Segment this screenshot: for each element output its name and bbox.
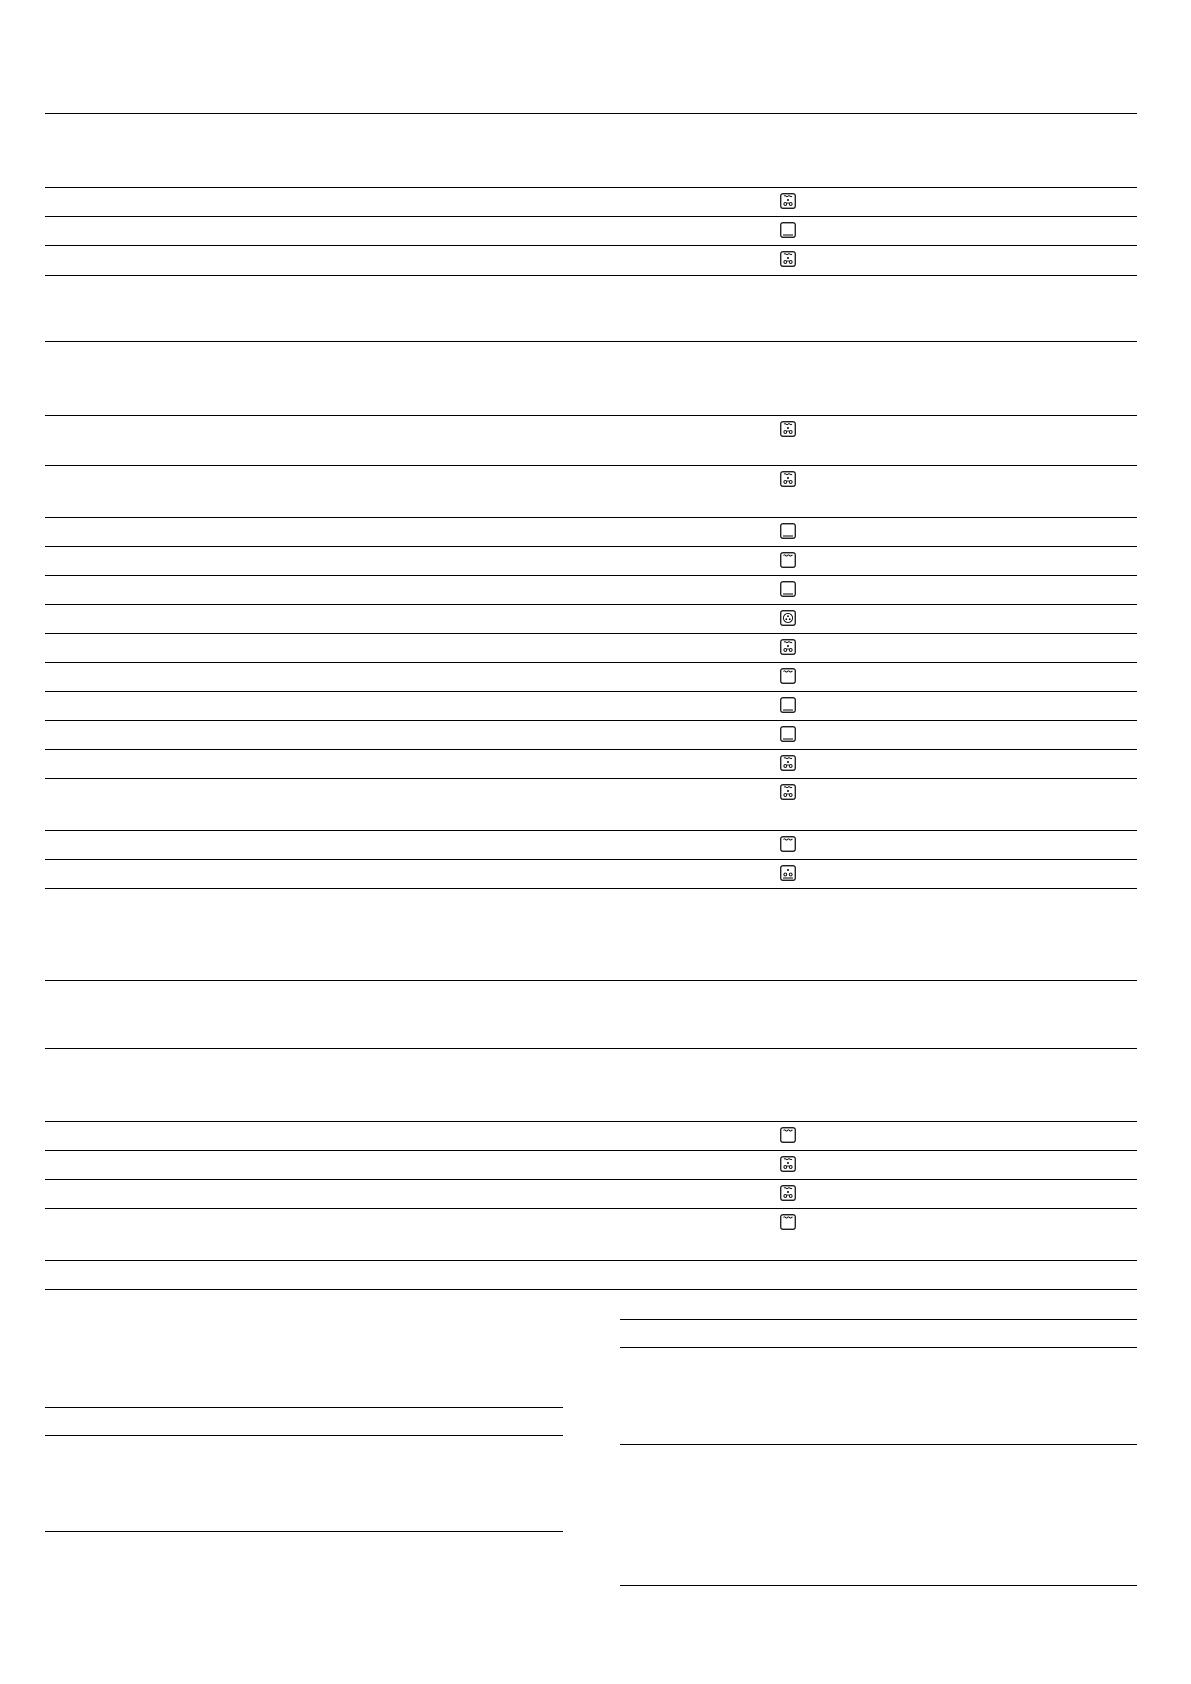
grill-icon [780, 552, 796, 568]
hot-air-ring-icon [780, 610, 796, 626]
conventional-heat-icon [780, 697, 796, 713]
row-rule [45, 604, 1137, 605]
bottom-heat-fan-icon [780, 865, 796, 881]
row-rule [45, 465, 1137, 466]
table-top-rule [45, 113, 1137, 114]
table-bottom-rule [45, 1289, 1137, 1290]
grill-icon [780, 668, 796, 684]
grill-icon [780, 1127, 796, 1143]
row-rule [45, 517, 1137, 518]
row-rule [45, 859, 1137, 860]
row-rule [45, 1150, 1137, 1151]
top-bottom-heat-fan-icon [780, 1156, 796, 1172]
row-rule [45, 187, 1137, 188]
top-bottom-heat-fan-icon [780, 784, 796, 800]
table-top-rule [45, 1407, 563, 1408]
table-bottom-rule [620, 1585, 1137, 1586]
conventional-heat-icon [780, 581, 796, 597]
row-rule [45, 546, 1137, 547]
row-rule [45, 980, 1137, 981]
conventional-heat-icon [780, 523, 796, 539]
row-rule [45, 633, 1137, 634]
row-rule [45, 341, 1137, 342]
row-rule [45, 1048, 1137, 1049]
grill-icon [780, 836, 796, 852]
row-rule [45, 749, 1137, 750]
row-rule [620, 1347, 1137, 1348]
top-bottom-heat-fan-icon [780, 1185, 796, 1201]
row-rule [45, 1121, 1137, 1122]
top-bottom-heat-fan-icon [780, 193, 796, 209]
top-bottom-heat-fan-icon [780, 421, 796, 437]
row-rule [45, 415, 1137, 416]
top-bottom-heat-fan-icon [780, 755, 796, 771]
row-rule [45, 720, 1137, 721]
row-rule [620, 1444, 1137, 1445]
table-bottom-rule [45, 1531, 563, 1532]
row-rule [45, 575, 1137, 576]
row-rule [45, 275, 1137, 276]
row-rule [45, 1208, 1137, 1209]
conventional-heat-icon [780, 222, 796, 238]
row-rule [45, 245, 1137, 246]
row-rule [45, 1435, 563, 1436]
grill-icon [780, 1214, 796, 1230]
row-rule [45, 1260, 1137, 1261]
top-bottom-heat-fan-icon [780, 251, 796, 267]
row-rule [45, 691, 1137, 692]
row-rule [45, 888, 1137, 889]
conventional-heat-icon [780, 726, 796, 742]
table-top-rule [620, 1319, 1137, 1320]
top-bottom-heat-fan-icon [780, 639, 796, 655]
row-rule [45, 1179, 1137, 1180]
row-rule [45, 662, 1137, 663]
row-rule [45, 216, 1137, 217]
top-bottom-heat-fan-icon [780, 471, 796, 487]
row-rule [45, 778, 1137, 779]
row-rule [45, 830, 1137, 831]
